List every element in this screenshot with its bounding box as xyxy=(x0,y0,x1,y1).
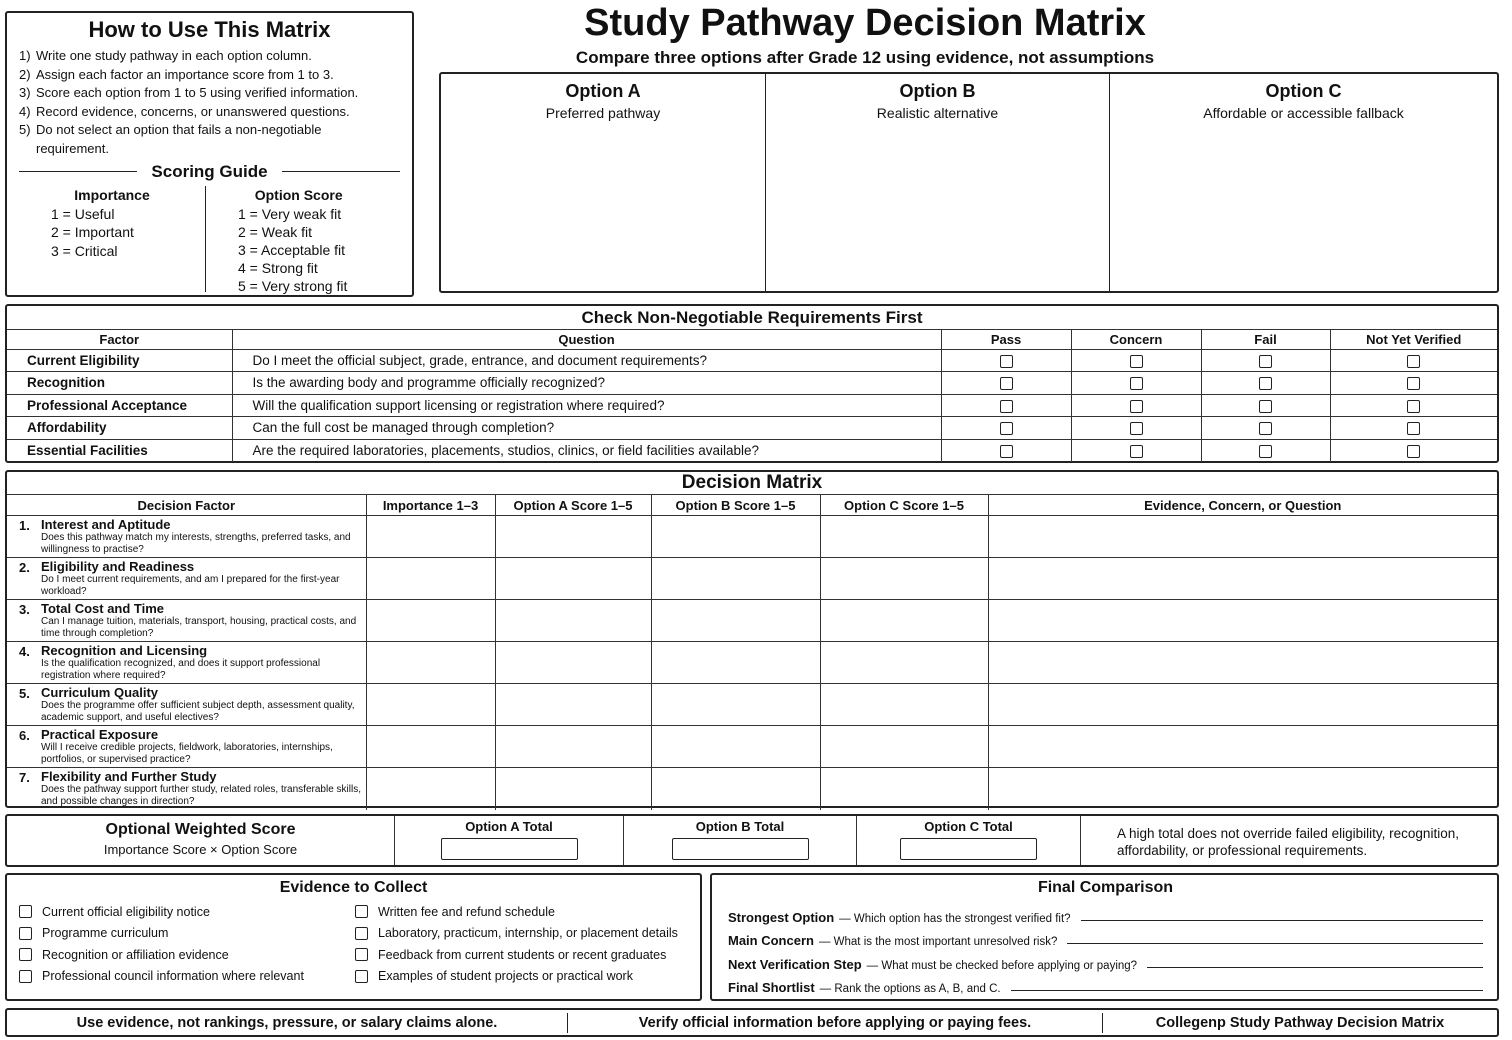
option-a-score-cell[interactable] xyxy=(495,558,651,600)
option-b-score-cell[interactable] xyxy=(651,516,820,558)
scoring-guide-title: Scoring Guide xyxy=(19,162,400,182)
evidence-checkbox[interactable] xyxy=(355,905,368,918)
fail-checkbox[interactable] xyxy=(1259,400,1272,413)
how-to-step: 1) Write one study pathway in each option column. xyxy=(19,48,312,63)
answer-line[interactable] xyxy=(1011,990,1483,991)
evidence-item[interactable]: Laboratory, practicum, internship, or placement details xyxy=(355,923,693,945)
option-a-score-cell[interactable] xyxy=(495,516,651,558)
decision-factor: 7. Flexibility and Further Study Does the pathway support further study, related roles, transferable skills, and possible changes in direction? xyxy=(19,769,361,807)
section-title: Final Comparison xyxy=(1037,879,1174,896)
how-to-step: 4) Record evidence, concerns, or unanswered questions. xyxy=(19,103,350,119)
option-c-score-cell[interactable] xyxy=(820,516,988,558)
table-row: Professional Acceptance Will the qualification support licensing or registration where required? xyxy=(7,394,1497,417)
table-row xyxy=(7,726,1497,768)
pass-checkbox[interactable] xyxy=(1000,422,1013,435)
page-title: Study Pathway Decision Matrix xyxy=(584,2,1146,44)
evidence-cell[interactable] xyxy=(988,726,1497,768)
non-negotiable-table xyxy=(7,330,1497,462)
option-c-score-cell[interactable] xyxy=(820,642,988,684)
option-b-column[interactable]: Option B Realistic alternative xyxy=(766,74,1110,291)
not-verified-checkbox[interactable] xyxy=(1407,355,1420,368)
option-c-score-cell[interactable] xyxy=(820,684,988,726)
evidence-section xyxy=(5,873,702,1001)
how-to-step: 3) Score each option from 1 to 5 using verified information. xyxy=(19,85,359,101)
page-subtitle: Compare three options after Grade 12 using evidence, not assumptions xyxy=(575,48,1155,67)
evidence-checkbox[interactable] xyxy=(19,970,32,983)
table-row xyxy=(7,600,1497,642)
final-row-main-concern: Main Concern — What is the most important unresolved risk? xyxy=(728,925,1483,949)
importance-cell[interactable] xyxy=(366,642,495,684)
not-verified-checkbox[interactable] xyxy=(1407,422,1420,435)
decision-factor: 1. Interest and Aptitude Does this pathway match my interests, strengths, preferred tasks, and willingness to practise? xyxy=(19,517,351,555)
how-to-panel xyxy=(5,11,414,297)
weighted-score-section xyxy=(5,814,1499,867)
option-b-score-cell[interactable] xyxy=(651,642,820,684)
decision-factor: 4. Recognition and Licensing Is the qualification recognized, and does it support professional registration where required? xyxy=(19,643,321,681)
pass-checkbox[interactable] xyxy=(1000,400,1013,413)
evidence-item[interactable]: Feedback from current students or recent graduates xyxy=(355,944,693,966)
table-row: Affordability Can the full cost be managed through completion? xyxy=(7,417,1497,440)
concern-checkbox[interactable] xyxy=(1130,445,1143,458)
table-header: Decision Factor Importance 1–3 Option A Score 1–5 Option B Score 1–5 Option C Score 1–5 Evidence, Concern, or Question xyxy=(7,495,1497,516)
evidence-column-right xyxy=(343,901,693,987)
option-c-column[interactable]: Option C Affordable or accessible fallback xyxy=(1203,81,1404,121)
evidence-checkbox[interactable] xyxy=(355,948,368,961)
how-to-step: 2) Assign each factor an importance score from 1 to 3. xyxy=(19,66,334,82)
fail-checkbox[interactable] xyxy=(1259,355,1272,368)
evidence-item[interactable]: Recognition or affiliation evidence xyxy=(19,944,343,966)
table-row: Recognition Is the awarding body and programme officially recognized? xyxy=(7,372,1497,395)
evidence-item[interactable]: Written fee and refund schedule xyxy=(355,901,693,923)
footer-note-verify: Verify official information before applying or paying fees. xyxy=(638,1014,1032,1031)
option-a-column[interactable]: Option A Preferred pathway xyxy=(441,74,766,291)
evidence-cell[interactable] xyxy=(988,558,1497,600)
scoring-guide xyxy=(19,186,400,295)
concern-checkbox[interactable] xyxy=(1130,355,1143,368)
option-a-total: Option A Total xyxy=(395,816,624,865)
fail-checkbox[interactable] xyxy=(1259,422,1272,435)
how-to-heading: How to Use This Matrix xyxy=(88,17,331,42)
option-b-score-cell[interactable] xyxy=(651,726,820,768)
option-c-score-cell[interactable] xyxy=(820,558,988,600)
evidence-item[interactable]: Examples of student projects or practical work xyxy=(355,966,693,988)
final-row-next-verification: Next Verification Step — What must be checked before applying or paying? xyxy=(728,948,1483,972)
answer-line[interactable] xyxy=(1147,967,1483,968)
pass-checkbox[interactable] xyxy=(1000,445,1013,458)
option-b-score-cell[interactable] xyxy=(651,558,820,600)
final-comparison-section xyxy=(710,873,1499,1001)
importance-cell[interactable] xyxy=(366,684,495,726)
evidence-cell[interactable] xyxy=(988,642,1497,684)
decision-matrix-section xyxy=(5,470,1499,808)
final-row-shortlist: Final Shortlist — Rank the options as A, B, and C. xyxy=(728,972,1483,996)
decision-factor: 6. Practical Exposure Will I receive credible projects, fieldwork, laboratories, internships, portfolios, or supervised practice? xyxy=(19,727,333,765)
evidence-checkbox[interactable] xyxy=(19,948,32,961)
non-negotiable-section xyxy=(5,304,1499,463)
footer-brand: Collegenp Study Pathway Decision Matrix xyxy=(1155,1014,1445,1031)
fail-checkbox[interactable] xyxy=(1259,445,1272,458)
table-row: Essential Facilities Are the required laboratories, placements, studios, clinics, or field facilities available? xyxy=(7,439,1497,462)
option-c-total-input[interactable] xyxy=(900,838,1037,860)
importance-scale: Importance 1 = Useful 2 = Important 3 = Critical xyxy=(19,186,206,292)
pass-checkbox[interactable] xyxy=(1000,377,1013,390)
option-a-score-cell[interactable] xyxy=(495,642,651,684)
table-row xyxy=(7,768,1497,810)
weighted-score-note: A high total does not override failed eligibility, recognition, affordability, or professional requirements. xyxy=(1117,826,1459,858)
how-to-step: 5) Do not select an option that fails a non-negotiable requirement. xyxy=(19,122,322,156)
footer xyxy=(5,1008,1499,1037)
option-b-score-cell[interactable] xyxy=(651,768,820,810)
concern-checkbox[interactable] xyxy=(1130,377,1143,390)
decision-factor: 5. Curriculum Quality Does the programme offer sufficient subject depth, assessment quality, academic support, and useful electives? xyxy=(19,685,355,723)
answer-line[interactable] xyxy=(1081,920,1483,921)
option-b-total: Option B Total xyxy=(624,816,857,865)
decision-factor: 3. Total Cost and Time Can I manage tuition, materials, transport, housing, practical costs, and time through completion? xyxy=(19,601,357,639)
evidence-cell[interactable] xyxy=(988,516,1497,558)
footer-note-evidence: Use evidence, not rankings, pressure, or salary claims alone. xyxy=(76,1014,498,1031)
table-row xyxy=(7,558,1497,600)
option-a-score-cell[interactable] xyxy=(495,768,651,810)
decision-matrix-table xyxy=(7,494,1497,810)
importance-cell[interactable] xyxy=(366,726,495,768)
option-a-total-input[interactable] xyxy=(441,838,578,860)
option-a-score-cell[interactable] xyxy=(495,726,651,768)
option-c-score-cell[interactable] xyxy=(820,726,988,768)
importance-cell[interactable] xyxy=(366,516,495,558)
not-verified-checkbox[interactable] xyxy=(1407,445,1420,458)
table-row xyxy=(7,516,1497,558)
importance-cell[interactable] xyxy=(366,768,495,810)
options-panel xyxy=(439,72,1499,293)
importance-cell[interactable] xyxy=(366,558,495,600)
option-b-score-cell[interactable] xyxy=(651,684,820,726)
table-row xyxy=(7,642,1497,684)
evidence-cell[interactable] xyxy=(988,684,1497,726)
table-row: Current Eligibility Do I meet the official subject, grade, entrance, and document requirements? xyxy=(7,349,1497,372)
evidence-checkbox[interactable] xyxy=(19,927,32,940)
evidence-item[interactable]: Current official eligibility notice xyxy=(19,901,343,923)
option-c-score-cell[interactable] xyxy=(820,600,988,642)
section-title: Check Non-Negotiable Requirements First xyxy=(7,306,1497,330)
option-c-score-cell[interactable] xyxy=(820,768,988,810)
section-title: Decision Matrix xyxy=(681,472,823,493)
table-header: Factor Question Pass Concern Fail Not Yet Verified xyxy=(7,330,1497,349)
option-b-total-input[interactable] xyxy=(672,838,809,860)
not-verified-checkbox[interactable] xyxy=(1407,400,1420,413)
evidence-column-left xyxy=(7,901,343,987)
option-score-scale: Option Score 1 = Very weak fit 2 = Weak fit 3 = Acceptable fit 4 = Strong fit 5 = Very strong fit xyxy=(238,186,348,294)
divider xyxy=(282,171,400,172)
fail-checkbox[interactable] xyxy=(1259,377,1272,390)
concern-checkbox[interactable] xyxy=(1130,400,1143,413)
evidence-cell[interactable] xyxy=(988,768,1497,810)
option-a-score-cell[interactable] xyxy=(495,684,651,726)
pass-checkbox[interactable] xyxy=(1000,355,1013,368)
evidence-checkbox[interactable] xyxy=(19,905,32,918)
section-title: Evidence to Collect xyxy=(279,879,428,896)
final-row-strongest-option: Strongest Option — Which option has the strongest verified fit? xyxy=(728,901,1483,925)
importance-cell[interactable] xyxy=(366,600,495,642)
concern-checkbox[interactable] xyxy=(1130,422,1143,435)
evidence-checkbox[interactable] xyxy=(355,970,368,983)
divider xyxy=(19,171,137,172)
not-verified-checkbox[interactable] xyxy=(1407,377,1420,390)
evidence-checkbox[interactable] xyxy=(355,927,368,940)
evidence-item[interactable]: Programme curriculum xyxy=(19,923,343,945)
answer-line[interactable] xyxy=(1067,943,1483,944)
option-c-total: Option C Total xyxy=(857,816,1081,865)
evidence-item[interactable]: Professional council information where relevant xyxy=(19,966,343,988)
weighted-score-label: Optional Weighted Score Importance Score × Option Score xyxy=(7,816,395,865)
table-row xyxy=(7,684,1497,726)
decision-factor: 2. Eligibility and Readiness Do I meet current requirements, and am I prepared for the first-year workload? xyxy=(19,559,340,597)
option-a-score-cell[interactable] xyxy=(495,600,651,642)
how-to-steps xyxy=(19,47,400,159)
evidence-cell[interactable] xyxy=(988,600,1497,642)
option-b-score-cell[interactable] xyxy=(651,600,820,642)
